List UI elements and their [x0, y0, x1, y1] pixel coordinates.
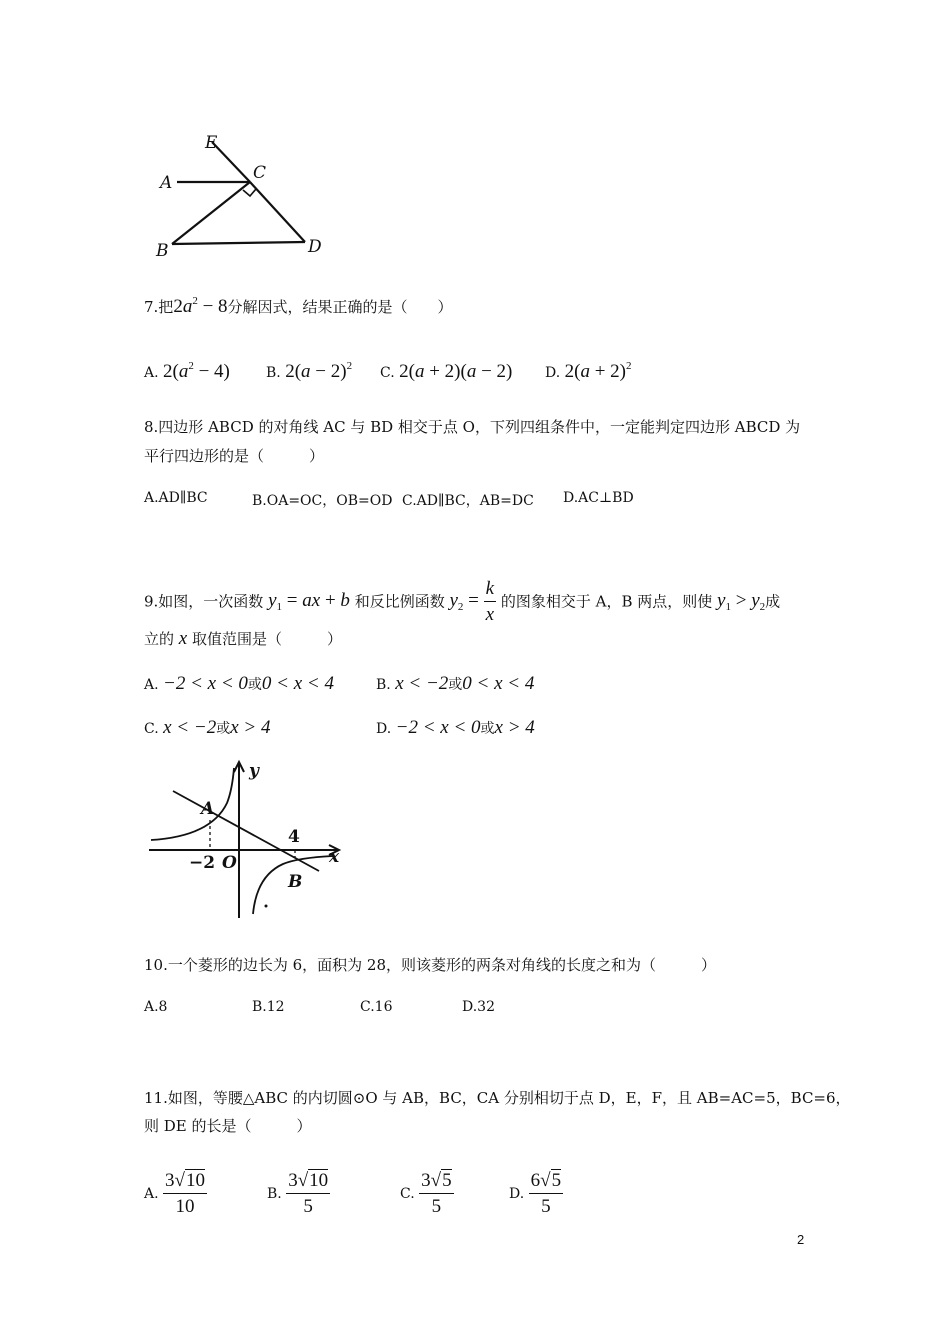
label-a: A — [201, 799, 215, 819]
q9-inverse-function: $y_2$ = $\frac{k}{x}$ — [449, 578, 495, 625]
label-d: D — [308, 237, 322, 257]
label-origin: O — [222, 853, 237, 873]
q9-option-b: B. x < −2或0 < x < 4 — [376, 673, 535, 694]
q11-line-2: 则 DE 的长是（ ） — [144, 1117, 312, 1135]
q7-option-c: C. 2(a + 2)(a − 2) — [380, 361, 513, 382]
q9-option-a: A. −2 < x < 0或0 < x < 4 — [144, 673, 334, 694]
q9-option-c: C. x < −2或x > 4 — [144, 717, 271, 738]
q7-option-d: D. $2(a + 2)^2$ — [545, 360, 632, 382]
q8-option-b: B.OA=OC，OB=OD — [252, 493, 393, 509]
q7-expression: $2a^2 - 8$ — [173, 295, 228, 317]
q9-line-1: 9.如图，一次函数 $y_1$ = ax + b 和反比例函数 $y_2$ = $\frac{k}{x}$ 的图象相交于 A，B 两点，则使 $y_1 > y_2$成 — [144, 578, 781, 625]
q10-option-d: D.32 — [462, 999, 495, 1015]
q7-prefix: 7.把 — [144, 298, 174, 316]
label-c: C — [253, 163, 267, 183]
figure-q6-geometry — [150, 130, 340, 265]
q8-option-c: C.AD∥BC，AB=DC — [402, 493, 534, 509]
right-angle-mark — [243, 189, 256, 196]
label-b: B — [156, 241, 169, 261]
q11-line-1: 11.如图，等腰△ABC 的内切圆⊙O 与 AB，BC，CA 分别相切于点 D，E，F，且 AB=AC=5，BC=6， — [144, 1089, 851, 1107]
q11-option-a: A. $\frac{3√10}{10}$ — [144, 1170, 205, 1217]
q8-option-d: D.AC⊥BD — [563, 490, 634, 506]
figure-q9-graph — [145, 758, 355, 923]
segment-cd — [250, 182, 305, 242]
q11-option-d: D. $\frac{6√5}{5}$ — [509, 1170, 562, 1217]
q10-text: 10.一个菱形的边长为 6，面积为 28，则该菱形的两条对角线的长度之和为（ ） — [144, 956, 717, 974]
tick-label-4: 4 — [288, 827, 300, 847]
segment-ec — [212, 142, 250, 182]
q8-option-a: A.AD∥BC — [144, 490, 208, 506]
label-b: B — [288, 872, 303, 892]
q8-line-2: 平行四边形的是（ ） — [144, 447, 325, 465]
label-x: x — [329, 847, 340, 867]
question-7 — [144, 296, 453, 318]
q7-suffix: 分解因式，结果正确的是（ ） — [227, 298, 453, 316]
q9-inequality: $y_1 > y_2$ — [717, 590, 766, 614]
q11-option-c: C. $\frac{3√5}{5}$ — [400, 1170, 452, 1217]
q11-option-b: B. $\frac{3√10}{5}$ — [267, 1170, 329, 1217]
q8-line-1: 8.四边形 ABCD 的对角线 AC 与 BD 相交于点 O，下列四组条件中，一定能判定四边形 ABCD 为 — [144, 418, 801, 436]
label-e: E — [205, 133, 218, 153]
q10-option-a: A.8 — [144, 999, 168, 1015]
label-y: y — [249, 761, 259, 781]
q9-line-2: 立的 x 取值范围是（ ） — [144, 628, 342, 649]
segment-bc — [172, 182, 250, 244]
label-a: A — [160, 173, 173, 193]
q9-option-d: D. −2 < x < 0或x > 4 — [376, 717, 535, 738]
q7-option-a: A. $2(a^2 - 4)$ — [144, 360, 230, 382]
q9-linear-function: $y_1$ = ax + b — [268, 590, 350, 614]
hyperbola-branch-upper-left — [151, 768, 234, 840]
stray-dot — [265, 905, 268, 908]
q7-option-b: B. $2(a - 2)^2$ — [266, 360, 353, 382]
q10-option-c: C.16 — [360, 999, 393, 1015]
q10-option-b: B.12 — [252, 999, 285, 1015]
page-number: 2 — [797, 1232, 805, 1247]
tick-label-neg2: −2 — [189, 853, 216, 873]
segment-bd — [172, 242, 305, 244]
